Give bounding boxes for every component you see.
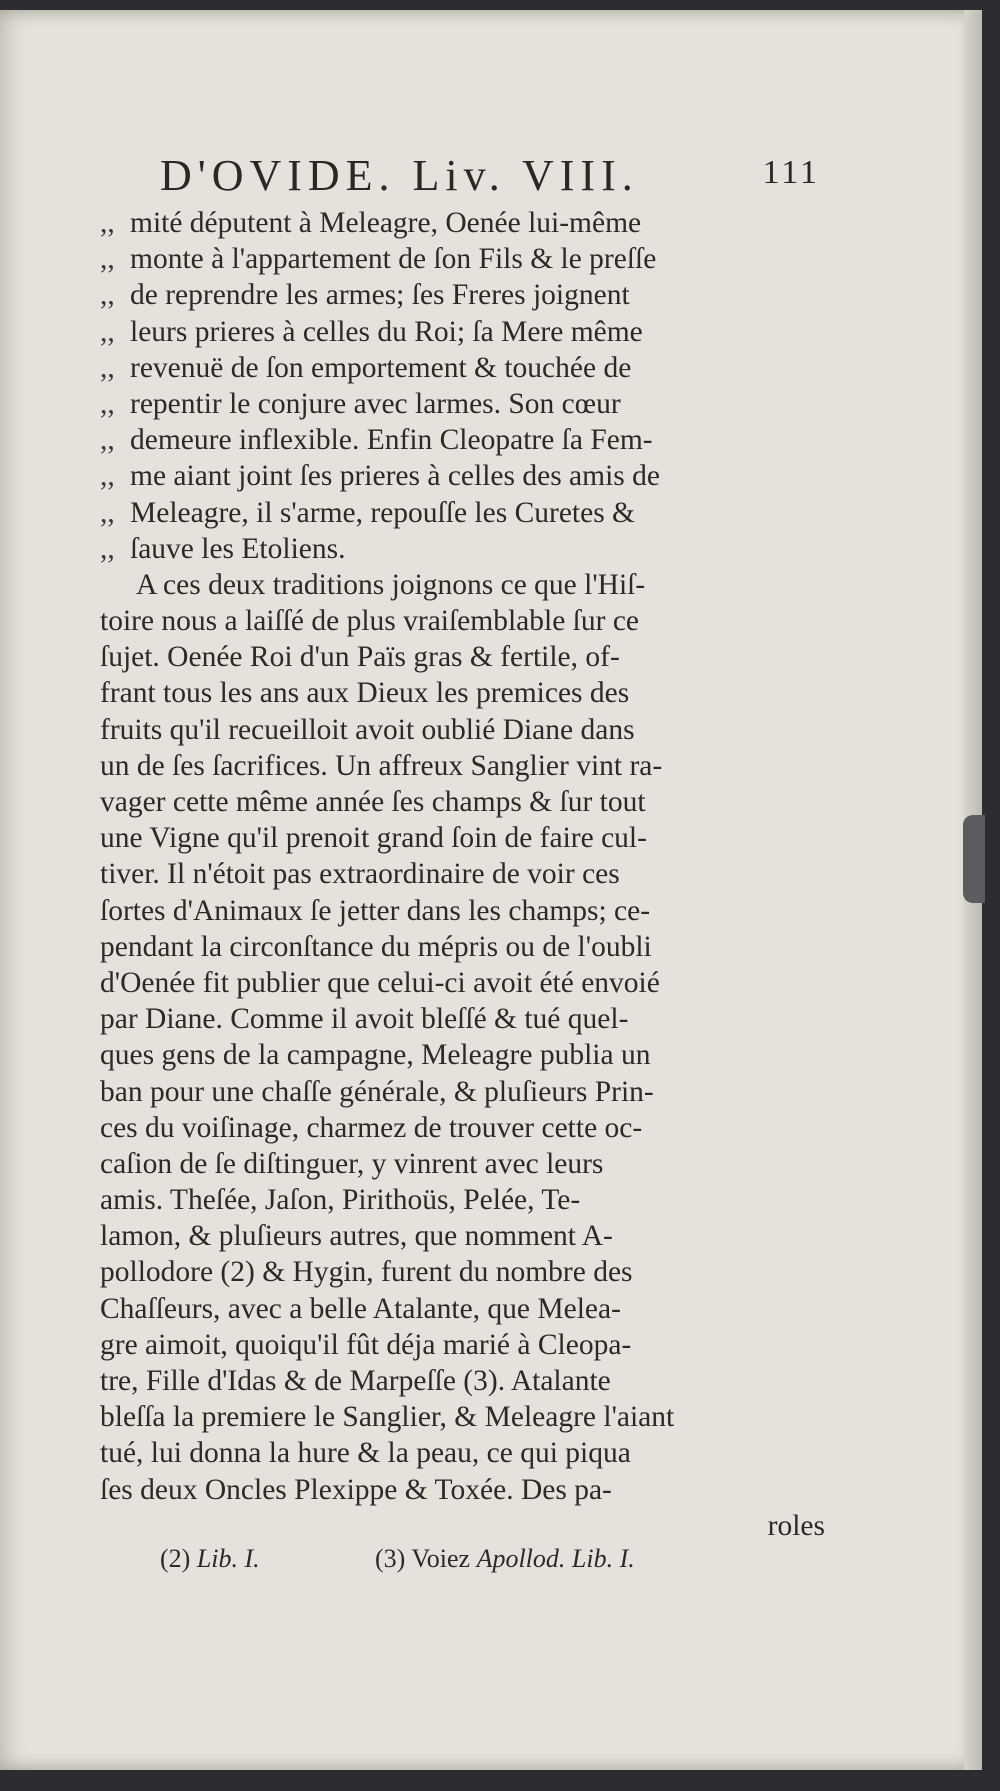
text-line [100,277,825,313]
line-text: ques gens de la campagne, Meleagre publia un [100,1039,651,1072]
line-text: tué, lui donna la hure & la peau, ce qui piqua [100,1437,631,1470]
text-line [100,929,825,965]
line-text: frant tous les ans aux Dieux les premices des [100,677,630,710]
line-text: pendant la circonſtance du mépris ou de l'oubli [100,930,652,963]
text-line [100,1146,825,1182]
line-text: une Vigne qu'il prenoit grand ſoin de faire cul- [100,822,647,855]
footnote-3 [375,1544,635,1574]
line-text: A ces deux traditions joignons ce que l'Hiſ- [136,568,646,601]
line-text: d'Oenée fit publier que celui-ci avoit été envoié [100,966,660,999]
line-text: ſauve les Etoliens. [130,532,346,565]
text-line [100,748,825,784]
text-line [100,603,825,639]
line-text: un de ſes ſacrifices. Un affreux Sanglier vint ra- [100,749,663,782]
catchword-line [100,1508,825,1544]
text-line [100,350,825,386]
text-line [100,241,825,277]
page-number: 111 [762,154,820,191]
quotation-mark: ,, [100,387,115,420]
line-text: demeure inflexible. Enfin Cleopatre ſa Fem- [130,424,653,457]
line-text: tre, Fille d'Idas & de Marpeſſe (3). Atalante [100,1365,611,1397]
line-text: me aiant joint ſes prieres à celles des amis de [130,460,660,493]
text-line [100,1327,825,1363]
text-line [100,422,825,458]
text-line [100,965,825,1001]
text-line [100,1472,825,1508]
text-line [100,205,825,241]
footnote-2-number: (2) [160,1544,191,1573]
quotation-mark: ,, [100,315,115,348]
text-line [100,1399,825,1435]
quotation-mark: ,, [100,351,115,384]
text-line [100,458,825,494]
text-line [100,639,825,675]
body-text [100,205,825,1508]
quotation-mark: ,, [100,496,115,529]
text-line [100,1182,825,1218]
footnote-3-number: (3) Voiez [375,1544,471,1573]
catchword: roles [767,1510,825,1542]
running-head [160,150,820,210]
line-text: repentir le conjure avec larmes. Son cœur [130,387,621,420]
line-text: de reprendre les armes; ſes Freres joignent [130,279,630,312]
text-line [100,567,825,603]
footnote-2-reference: Lib. I. [196,1544,260,1573]
footnote-3-reference: Apollod. Lib. I. [476,1544,635,1573]
quotation-mark: ,, [100,460,115,493]
text-line [100,893,825,929]
line-text: fruits qu'il recueilloit avoit oublié Diane dans [100,713,635,746]
running-head-title: D'OVIDE. Liv. VIII. [160,151,639,200]
book-page [0,10,982,1770]
line-text: ces du voiſinage, charmez de trouver cette oc- [100,1111,643,1144]
text-line [100,1001,825,1037]
line-text: Chaſſeurs, avec a belle Atalante, que Melea- [100,1292,621,1325]
text-line [100,1110,825,1146]
text-line [100,314,825,350]
text-line [100,712,825,748]
line-text: pollodore (2) & Hygin, furent du nombre des [100,1256,633,1289]
line-text: ſujet. Oenée Roi d'un Païs gras & fertile, of- [100,641,620,674]
text-line [100,1218,825,1254]
line-text: revenuë de ſon emportement & touchée de [130,351,632,384]
line-text: ſes deux Oncles Plexippe & Toxée. Des pa- [100,1473,612,1506]
line-text: caſion de ſe diſtinguer, y vinrent avec leurs [100,1147,604,1180]
quotation-mark: ,, [100,424,115,457]
line-text: leurs prieres à celles du Roi; ſa Mere même [130,315,643,348]
quotation-mark: ,, [100,207,115,239]
line-text: ban pour une chaſſe générale, & pluſieurs Prin- [100,1075,654,1108]
text-line [100,856,825,892]
line-text: mité députent à Meleagre, Oenée lui-même [130,207,642,239]
line-text: amis. Theſée, Jaſon, Pirithoüs, Pelée, Te- [100,1184,581,1217]
line-text: monte à l'appartement de ſon Fils & le preſſe [130,243,657,276]
text-line [100,531,825,567]
text-line [100,820,825,856]
text-line [100,495,825,531]
quotation-mark: ,, [100,532,115,565]
text-line [100,1363,825,1399]
line-text: Meleagre, il s'arme, repouſſe les Curetes & [130,496,636,529]
line-text: par Diane. Comme il avoit bleſſé & tué quel- [100,1003,629,1036]
line-text: lamon, & pluſieurs autres, que nomment A- [100,1220,613,1253]
text-line [100,1254,825,1290]
line-text: gre aimoit, quoiqu'il fût déja marié à Cleopa- [100,1328,632,1361]
quotation-mark: ,, [100,243,115,276]
quotation-mark: ,, [100,279,115,312]
text-line [100,386,825,422]
line-text: toire nous a laiſſé de plus vraiſemblable ſur ce [100,605,640,638]
line-text: bleſſa la premiere le Sanglier, & Meleagre l'aiant [100,1401,675,1434]
text-line [100,1435,825,1471]
text-line [100,675,825,711]
line-text: vager cette même année ſes champs & ſur tout [100,786,646,818]
page-clip-tab [963,815,985,903]
text-line [100,1037,825,1073]
line-text: ſortes d'Animaux ſe jetter dans les champs; ce- [100,894,651,927]
text-line [100,1074,825,1110]
text-line [100,1291,825,1327]
footnote-2 [160,1544,260,1574]
text-line [100,784,825,820]
line-text: tiver. Il n'étoit pas extraordinaire de voir ces [100,858,620,891]
